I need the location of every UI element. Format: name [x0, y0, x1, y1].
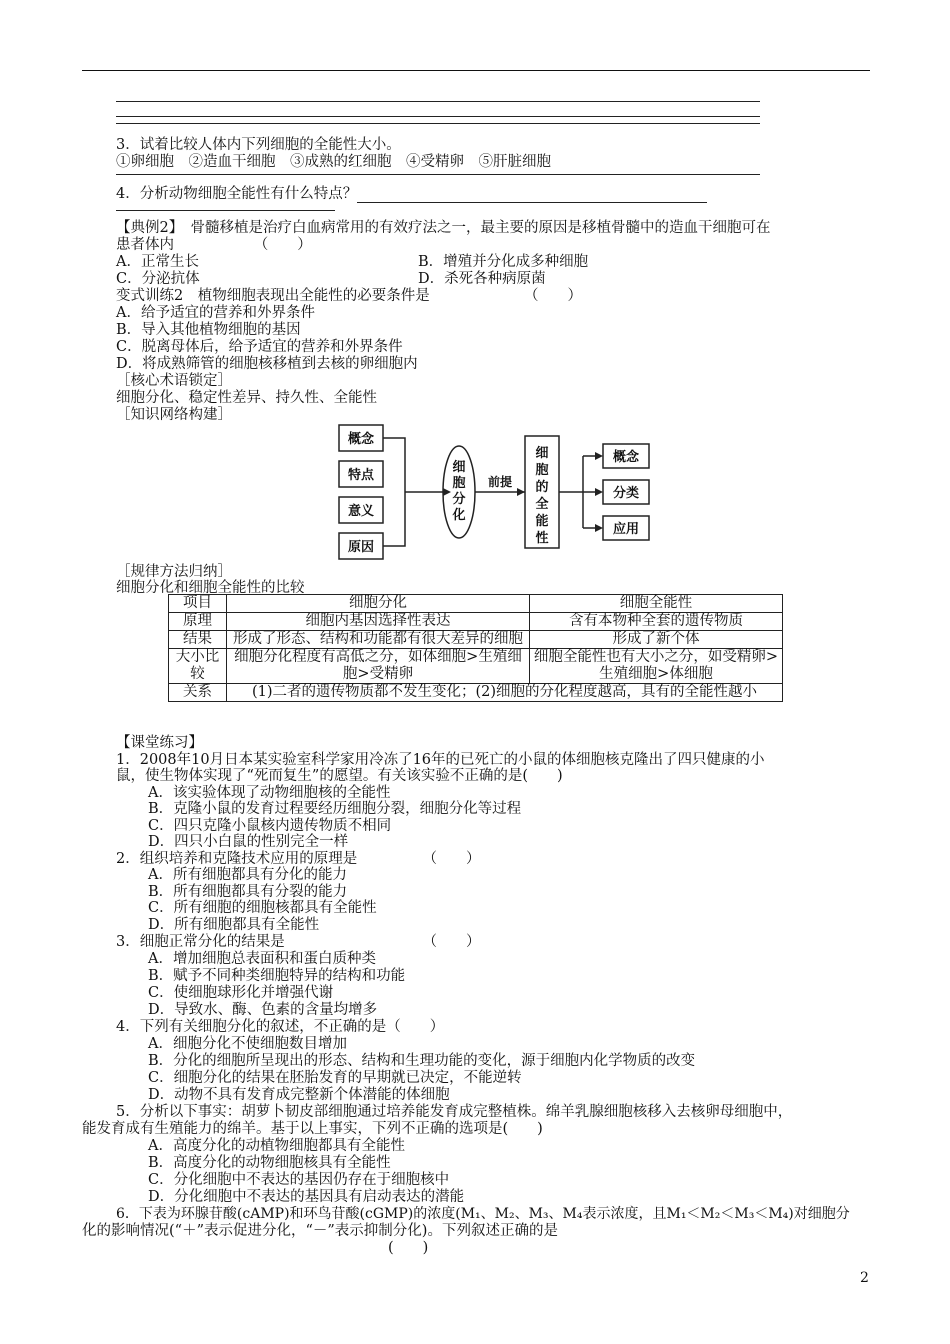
answer-blank: [357, 188, 707, 203]
table-header-item: 项目: [169, 595, 227, 613]
table-row: [169, 631, 783, 649]
practice-q1-option-d: D．四只小白鼠的性别完全一样: [148, 834, 349, 850]
variant-2-title: 变式训练2 植物细胞表现出全能性的必要条件是 （ ）: [116, 288, 582, 304]
practice-q1-option-b: B．克隆小鼠的发育过程要经历细胞分裂，细胞分化等过程: [148, 801, 522, 817]
center-char-6: 性: [535, 531, 549, 546]
oval-char-4: 化: [452, 508, 466, 523]
variant-2-option-b: B．导入其他植物细胞的基因: [116, 322, 301, 338]
page-number: 2: [860, 1270, 869, 1286]
practice-q2-option-b: B．所有细胞都具有分裂的能力: [148, 884, 348, 900]
cell-totipotency: 含有本物种全套的遗传物质: [530, 613, 783, 631]
practice-q4-option-c: C．细胞分化的结果在胚胎发育的早期就已决定，不能逆转: [148, 1070, 522, 1086]
variant-2-option-d: D．将成熟筛管的细胞核移植到去核的卵细胞内: [116, 356, 418, 372]
example-2-option-d: D．杀死各种病原菌: [418, 271, 546, 287]
center-char-2: 胞: [535, 463, 549, 478]
practice-q4-option-d: D．动物不具有发育成完整新个体潜能的体细胞: [148, 1087, 450, 1103]
center-char-4: 全: [535, 497, 549, 512]
row-label: 结果: [169, 631, 227, 649]
row-label: 原理: [169, 613, 227, 631]
oval-char-1: 细: [452, 460, 466, 475]
practice-q5-option-b: B．高度分化的动物细胞核具有全能性: [148, 1155, 391, 1171]
center-char-1: 细: [535, 446, 549, 461]
practice-q3-option-b: B．赋予不同种类细胞特异的结构和功能: [148, 968, 406, 984]
example-2-line-2: 患者体内 （ ）: [116, 237, 312, 253]
method-subtitle: 细胞分化和细胞全能性的比较: [116, 580, 305, 596]
practice-q5-option-c: C．分化细胞中不表达的基因仍存在于细胞核中: [148, 1172, 450, 1188]
label-right-3: 应用: [612, 522, 640, 537]
question-4-title: 4．分析动物细胞全能性有什么特点？: [116, 186, 707, 203]
practice-q3-option-d: D．导致水、酶、色素的含量均增多: [148, 1002, 378, 1018]
label-right-2: 分类: [612, 486, 640, 501]
table-row: [169, 684, 783, 702]
practice-q1-line-1: 1．2008年10月日本某实验室科学家用冷冻了16年的已死亡的小鼠的体细胞核克隆出了四只健康的小: [116, 752, 765, 768]
practice-q1-line-2: 鼠，使生物体实现了“死而复生”的愿望。有关该实验不正确的是( ): [116, 768, 563, 784]
row-label: 大小比较: [169, 649, 227, 684]
answer-line: [116, 116, 760, 117]
table-row: [169, 649, 783, 684]
table-header-totipotency: 细胞全能性: [530, 595, 783, 613]
answer-line: [116, 174, 760, 175]
practice-q4-option-a: A．细胞分化不使细胞数目增加: [148, 1036, 347, 1052]
table-header-differentiation: 细胞分化: [227, 595, 530, 613]
arrow-label-premise: 前提: [487, 475, 513, 489]
practice-q5-option-a: A．高度分化的动植物细胞都具有全能性: [148, 1138, 405, 1154]
practice-q6-line-1: 6．下表为环腺苷酸(cAMP)和环鸟苷酸(cGMP)的浓度(M₁、M₂、M₃、M₄表示浓度，且M₁＜M₂＜M₃＜M₄)对细胞分: [116, 1206, 850, 1222]
practice-q1-option-a: A．该实验体现了动物细胞核的全能性: [148, 785, 391, 801]
practice-q4-option-b: B．分化的细胞所呈现出的形态、结构和生理功能的变化，源于细胞内化学物质的改变: [148, 1053, 696, 1069]
example-2-line-1: 【典例2】 骨髓移植是治疗白血病常用的有效疗法之一，最主要的原因是移植骨髓中的造血干细胞可在: [116, 220, 771, 236]
knowledge-network-diagram: [335, 420, 665, 564]
practice-q5-line-1: 5．分析以下事实：胡萝卜韧皮部细胞通过培养能发育成完整植株。绵羊乳腺细胞核移入去核卵母细胞中，: [116, 1104, 793, 1120]
practice-q1-option-c: C．四只克隆小鼠核内遗传物质不相同: [148, 818, 392, 834]
practice-q5-line-2: 能发育成有生殖能力的绵羊。基于以上事实，下列不正确的选项是( ): [82, 1121, 543, 1137]
practice-q6-line-2: 化的影响情况(“＋”表示促进分化，“－”表示抑制分化)。下列叙述正确的是: [82, 1223, 558, 1239]
comparison-table: [168, 594, 783, 702]
core-terms-heading: ［核心术语锁定］: [116, 373, 232, 389]
variant-2-option-a: A．给予适宜的营养和外界条件: [116, 305, 315, 321]
practice-q3-option-c: C．使细胞球形化并增强代谢: [148, 985, 334, 1001]
label-right-1: 概念: [612, 450, 640, 465]
example-2-option-b: B．增殖并分化成多种细胞: [418, 254, 589, 270]
header-rule: [82, 70, 870, 71]
network-heading: ［知识网络构建］: [116, 407, 232, 423]
center-char-3: 的: [535, 480, 549, 495]
practice-q4-title: 4．下列有关细胞分化的叙述，不正确的是（ ）: [116, 1019, 445, 1035]
question-3-options: ①卵细胞 ②造血干细胞 ③成熟的红细胞 ④受精卵 ⑤肝脏细胞: [116, 154, 551, 170]
practice-q2-title: 2．组织培养和克隆技术应用的原理是 （ ）: [116, 851, 481, 867]
label-left-3: 意义: [347, 504, 375, 519]
practice-q6-line-3: ( ): [388, 1240, 429, 1256]
answer-line: [116, 210, 335, 211]
table-row: [169, 613, 783, 631]
practice-q2-option-a: A．所有细胞都具有分化的能力: [148, 867, 347, 883]
center-char-5: 能: [535, 514, 549, 529]
cell-totipotency: 形成了新个体: [530, 631, 783, 649]
example-2-option-c: C．分泌抗体: [116, 271, 200, 287]
practice-q3-option-a: A．增加细胞总表面积和蛋白质种类: [148, 951, 376, 967]
oval-char-3: 分: [452, 492, 466, 507]
practice-heading: 【课堂练习】: [116, 735, 203, 751]
cell-differentiation: 细胞内基因选择性表达: [227, 613, 530, 631]
answer-line: [116, 101, 760, 102]
method-heading: ［规律方法归纳］: [116, 564, 232, 580]
row-label: 关系: [169, 684, 227, 702]
example-2-option-a: A．正常生长: [116, 254, 199, 270]
cell-totipotency: 细胞全能性也有大小之分，如受精卵>生殖细胞>体细胞: [530, 649, 783, 684]
practice-q2-option-c: C．所有细胞的细胞核都具有全能性: [148, 900, 377, 916]
cell-differentiation: 形成了形态、结构和功能都有很大差异的细胞: [227, 631, 530, 649]
table-header-row: [169, 595, 783, 613]
practice-q5-option-d: D．分化细胞中不表达的基因具有启动表达的潜能: [148, 1189, 465, 1205]
question-3-title: 3．试着比较人体内下列细胞的全能性大小。: [116, 137, 401, 153]
label-left-1: 概念: [347, 432, 375, 447]
variant-2-option-c: C．脱离母体后，给予适宜的营养和外界条件: [116, 339, 403, 355]
core-terms-content: 细胞分化、稳定性差异、持久性、全能性: [116, 390, 377, 406]
practice-q3-title: 3．细胞正常分化的结果是 （ ）: [116, 934, 481, 950]
cell-differentiation: 细胞分化程度有高低之分，如体细胞>生殖细胞>受精卵: [227, 649, 530, 684]
answer-line: [116, 123, 760, 124]
oval-char-2: 胞: [452, 476, 466, 491]
label-left-2: 特点: [347, 468, 375, 483]
practice-q2-option-d: D．所有细胞都具有全能性: [148, 917, 320, 933]
cell-relation: (1)二者的遗传物质都不发生变化；(2)细胞的分化程度越高，具有的全能性越小: [227, 684, 783, 702]
label-left-4: 原因: [347, 540, 375, 555]
